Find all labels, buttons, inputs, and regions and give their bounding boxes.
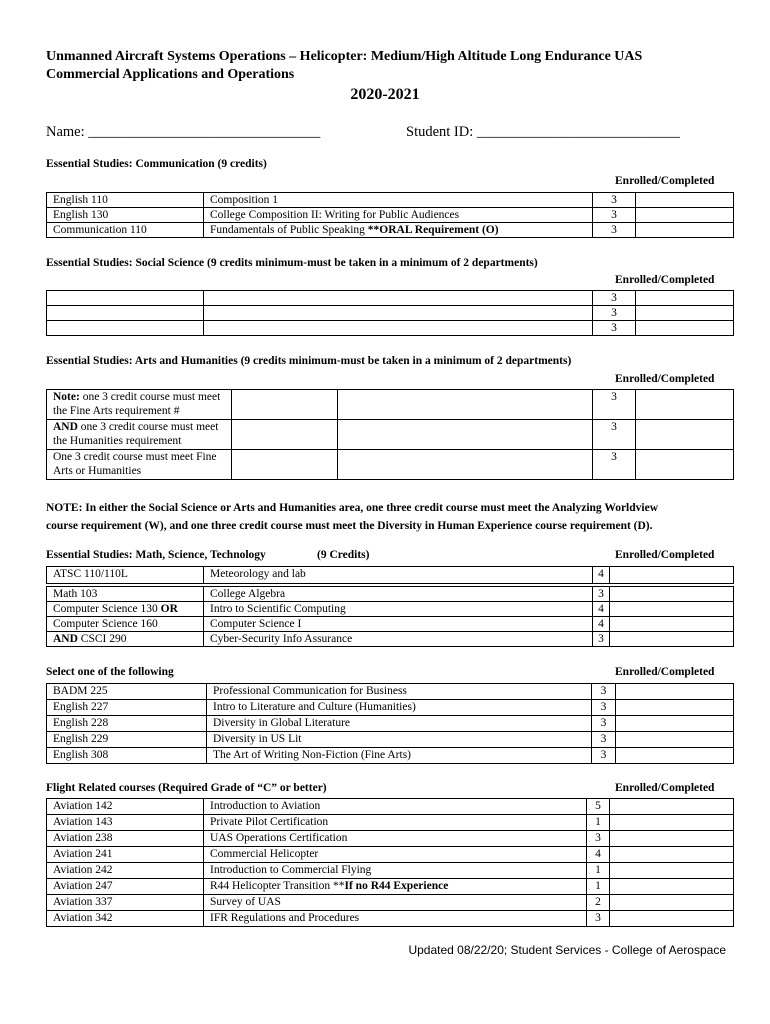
course-code-prefix: AND — [53, 633, 78, 645]
table-row — [47, 291, 734, 306]
course-code-cell — [47, 632, 204, 647]
credits-cell: 3 — [587, 911, 610, 927]
flight-heading: Flight Related courses (Required Grade of “C” or better) — [46, 782, 327, 794]
credits-cell: 3 — [593, 223, 636, 238]
course-title-cell — [204, 223, 593, 238]
course-code-cell: English 229 — [47, 732, 207, 748]
course-title-cell: College Algebra — [204, 587, 593, 602]
title-line-1: Unmanned Aircraft Systems Operations – Helicopter: Medium/High Altitude Long Endurance UAS — [46, 49, 643, 64]
course-code-cell: ATSC 110/110L — [47, 567, 204, 584]
requirement-note — [46, 499, 736, 535]
course-title: College Composition II: Writing for Public Audiences — [210, 209, 460, 221]
credits-cell: 3 — [593, 193, 636, 208]
communication-heading: Essential Studies: Communication (9 credits) — [46, 158, 267, 170]
course-code-cell: Aviation 342 — [47, 911, 204, 927]
course-title-cell: Diversity in US Lit — [207, 732, 592, 748]
table-row — [47, 847, 734, 863]
enrolled-cell — [610, 799, 734, 815]
enrolled-cell — [610, 815, 734, 831]
arts-note-3: One 3 credit course must meet Fine Arts or Humanities — [47, 450, 232, 480]
course-title-cell — [338, 390, 593, 420]
math-science-credits-label: (9 Credits) — [317, 549, 370, 561]
course-code-cell: BADM 225 — [47, 684, 207, 700]
enrolled-cell — [636, 291, 734, 306]
enrolled-cell — [616, 684, 734, 700]
course-code-cell: Aviation 238 — [47, 831, 204, 847]
course-title-cell: Intro to Literature and Culture (Humanities) — [207, 700, 592, 716]
enrolled-completed-label: Enrolled/Completed — [615, 373, 715, 385]
table-row — [47, 831, 734, 847]
enrolled-completed-label: Enrolled/Completed — [615, 175, 715, 187]
student-id-field: Student ID: ____________________________ — [406, 124, 680, 140]
table-row — [47, 208, 734, 223]
enrolled-cell — [636, 306, 734, 321]
course-code: Computer Science 130 — [53, 603, 161, 615]
enrolled-cell — [616, 748, 734, 764]
enrolled-cell — [636, 390, 734, 420]
course-title-cell — [338, 420, 593, 450]
course-code-cell: Aviation 242 — [47, 863, 204, 879]
footer-updated: Updated 08/22/20; Student Services - College of Aerospace — [408, 943, 726, 957]
credits-cell: 3 — [593, 587, 610, 602]
course-code-cell — [47, 306, 204, 321]
course-code-cell: Aviation 241 — [47, 847, 204, 863]
select-one-heading: Select one of the following — [46, 666, 174, 678]
course-title-cell — [338, 450, 593, 480]
course-title-cell — [204, 911, 587, 927]
credits-cell: 4 — [593, 602, 610, 617]
course-title-note: If no R44 Experience — [344, 880, 449, 892]
course-code-cell — [232, 390, 338, 420]
course-title-cell — [204, 291, 593, 306]
course-title-cell: Professional Communication for Business — [207, 684, 592, 700]
table-row — [47, 863, 734, 879]
course-code-cell — [47, 602, 204, 617]
communication-table — [46, 192, 734, 238]
arts-note-2: AND one 3 credit course must meet the Humanities requirement — [47, 420, 232, 450]
credits-cell: 3 — [593, 208, 636, 223]
credits-cell: 3 — [593, 420, 636, 450]
table-row — [47, 602, 734, 617]
flight-table — [46, 798, 734, 927]
course-title-cell — [204, 831, 587, 847]
credits-cell: 4 — [593, 617, 610, 632]
table-row — [47, 895, 734, 911]
enrolled-cell — [610, 567, 734, 584]
course-code-cell: English 227 — [47, 700, 207, 716]
course-code: Math 103 — [53, 588, 98, 600]
table-row — [47, 684, 734, 700]
course-code-cell — [47, 321, 204, 336]
credits-cell: 2 — [587, 895, 610, 911]
arts-humanities-table — [46, 389, 734, 480]
table-row — [47, 879, 734, 895]
credits-cell: 3 — [592, 700, 616, 716]
course-title-cell — [204, 879, 587, 895]
course-title: Introduction to Commercial Flying — [210, 864, 372, 876]
credits-cell: 3 — [593, 321, 636, 336]
credits-cell: 3 — [593, 306, 636, 321]
course-title-cell: Meteorology and lab — [204, 567, 593, 584]
course-title-cell: Diversity in Global Literature — [207, 716, 592, 732]
credits-cell: 3 — [587, 831, 610, 847]
course-title-cell — [204, 895, 587, 911]
course-title-cell — [204, 815, 587, 831]
course-code-cell — [47, 291, 204, 306]
enrolled-cell — [610, 895, 734, 911]
table-row — [47, 632, 734, 647]
credits-cell: 5 — [587, 799, 610, 815]
arts-humanities-heading: Essential Studies: Arts and Humanities (9 credits minimum-must be taken in a minimum of 2 departments) — [46, 355, 572, 367]
table-row — [47, 911, 734, 927]
enrolled-cell — [616, 700, 734, 716]
credits-cell: 4 — [593, 567, 610, 584]
table-row — [47, 193, 734, 208]
enrolled-cell — [610, 632, 734, 647]
course-title-cell: Intro to Scientific Computing — [204, 602, 593, 617]
course-code-cell: Aviation 247 — [47, 879, 204, 895]
enrolled-cell — [636, 223, 734, 238]
table-row — [47, 732, 734, 748]
course-title: R44 Helicopter Transition ** — [210, 880, 345, 892]
enrolled-completed-label: Enrolled/Completed — [615, 549, 715, 561]
enrolled-cell — [636, 193, 734, 208]
course-code: Computer Science 160 — [53, 618, 158, 630]
table-row — [47, 748, 734, 764]
credits-cell: 3 — [592, 716, 616, 732]
course-code-cell — [47, 587, 204, 602]
table-row — [47, 223, 734, 238]
enrolled-cell — [610, 602, 734, 617]
table-row — [47, 321, 734, 336]
course-title: Survey of UAS — [210, 896, 281, 908]
academic-year: 2020-2021 — [350, 86, 420, 103]
course-code-cell: Communication 110 — [47, 223, 204, 238]
table-row — [47, 617, 734, 632]
course-code-cell — [232, 420, 338, 450]
document-title — [46, 48, 642, 84]
course-title: Introduction to Aviation — [210, 800, 321, 812]
enrolled-cell — [610, 831, 734, 847]
name-field: Name: ________________________________ — [46, 124, 321, 140]
enrolled-cell — [616, 732, 734, 748]
enrolled-cell — [636, 208, 734, 223]
credits-cell: 1 — [587, 815, 610, 831]
enrolled-cell — [610, 879, 734, 895]
course-title: Commercial Helicopter — [210, 848, 319, 860]
course-title-cell — [204, 847, 587, 863]
oral-requirement-note: **ORAL Requirement (O) — [367, 224, 499, 236]
enrolled-cell — [610, 847, 734, 863]
course-code-cell: English 110 — [47, 193, 204, 208]
course-title: Private Pilot Certification — [210, 816, 329, 828]
math-science-heading: Essential Studies: Math, Science, Technology — [46, 549, 266, 561]
enrolled-cell — [616, 716, 734, 732]
credits-cell: 4 — [587, 847, 610, 863]
arts-note-1: Note: one 3 credit course must meet the Fine Arts requirement # — [47, 390, 232, 420]
course-title-cell — [204, 321, 593, 336]
title-line-2: Commercial Applications and Operations — [46, 67, 295, 82]
math-science-first-table — [46, 566, 734, 584]
course-title-cell — [204, 863, 587, 879]
course-title-cell — [204, 306, 593, 321]
credits-cell: 1 — [587, 879, 610, 895]
course-title: Fundamentals of Public Speaking — [210, 224, 368, 236]
course-code-cell: English 228 — [47, 716, 207, 732]
credits-cell: 3 — [592, 684, 616, 700]
table-row — [47, 700, 734, 716]
course-code-cell — [232, 450, 338, 480]
social-science-heading: Essential Studies: Social Science (9 credits minimum-must be taken in a minimum of 2 departments) — [46, 257, 538, 269]
enrolled-cell — [636, 420, 734, 450]
table-row — [47, 716, 734, 732]
math-science-table — [46, 586, 734, 647]
select-one-table — [46, 683, 734, 764]
course-code-cell: English 308 — [47, 748, 207, 764]
social-science-table — [46, 290, 734, 336]
course-title: IFR Regulations and Procedures — [210, 912, 360, 924]
course-title-cell — [204, 208, 593, 223]
course-title-cell: Cyber-Security Info Assurance — [204, 632, 593, 647]
enrolled-completed-label: Enrolled/Completed — [615, 274, 715, 286]
course-code-cell: Aviation 143 — [47, 815, 204, 831]
table-row — [47, 587, 734, 602]
enrolled-completed-label: Enrolled/Completed — [615, 666, 715, 678]
course-code-or: OR — [160, 603, 178, 615]
credits-cell: 3 — [593, 291, 636, 306]
credits-cell: 3 — [592, 748, 616, 764]
enrolled-cell — [610, 587, 734, 602]
course-code-cell — [47, 617, 204, 632]
enrolled-completed-label: Enrolled/Completed — [615, 782, 715, 794]
enrolled-cell — [610, 863, 734, 879]
table-row — [47, 306, 734, 321]
course-title-cell: The Art of Writing Non-Fiction (Fine Arts) — [207, 748, 592, 764]
enrolled-cell — [636, 450, 734, 480]
credits-cell: 3 — [593, 632, 610, 647]
enrolled-cell — [610, 617, 734, 632]
course-code-cell: Aviation 142 — [47, 799, 204, 815]
credits-cell: 3 — [593, 390, 636, 420]
enrolled-cell — [610, 911, 734, 927]
credits-cell: 3 — [593, 450, 636, 480]
course-code-cell: English 130 — [47, 208, 204, 223]
course-title-cell — [204, 799, 587, 815]
course-code: CSCI 290 — [77, 633, 127, 645]
note-line-1: NOTE: In either the Social Science or Arts and Humanities area, one three credit course must meet the Analyzing Worldview — [46, 502, 659, 514]
table-row — [47, 799, 734, 815]
course-title-cell: Computer Science I — [204, 617, 593, 632]
course-code-cell: Aviation 337 — [47, 895, 204, 911]
table-row — [47, 815, 734, 831]
course-title: Composition 1 — [210, 194, 279, 206]
enrolled-cell — [636, 321, 734, 336]
course-title: UAS Operations Certification — [210, 832, 348, 844]
credits-cell: 1 — [587, 863, 610, 879]
course-title-cell — [204, 193, 593, 208]
note-line-2: course requirement (W), and one three credit course must meet the Diversity in Human Experience course requirement (D). — [46, 520, 653, 532]
credits-cell: 3 — [592, 732, 616, 748]
